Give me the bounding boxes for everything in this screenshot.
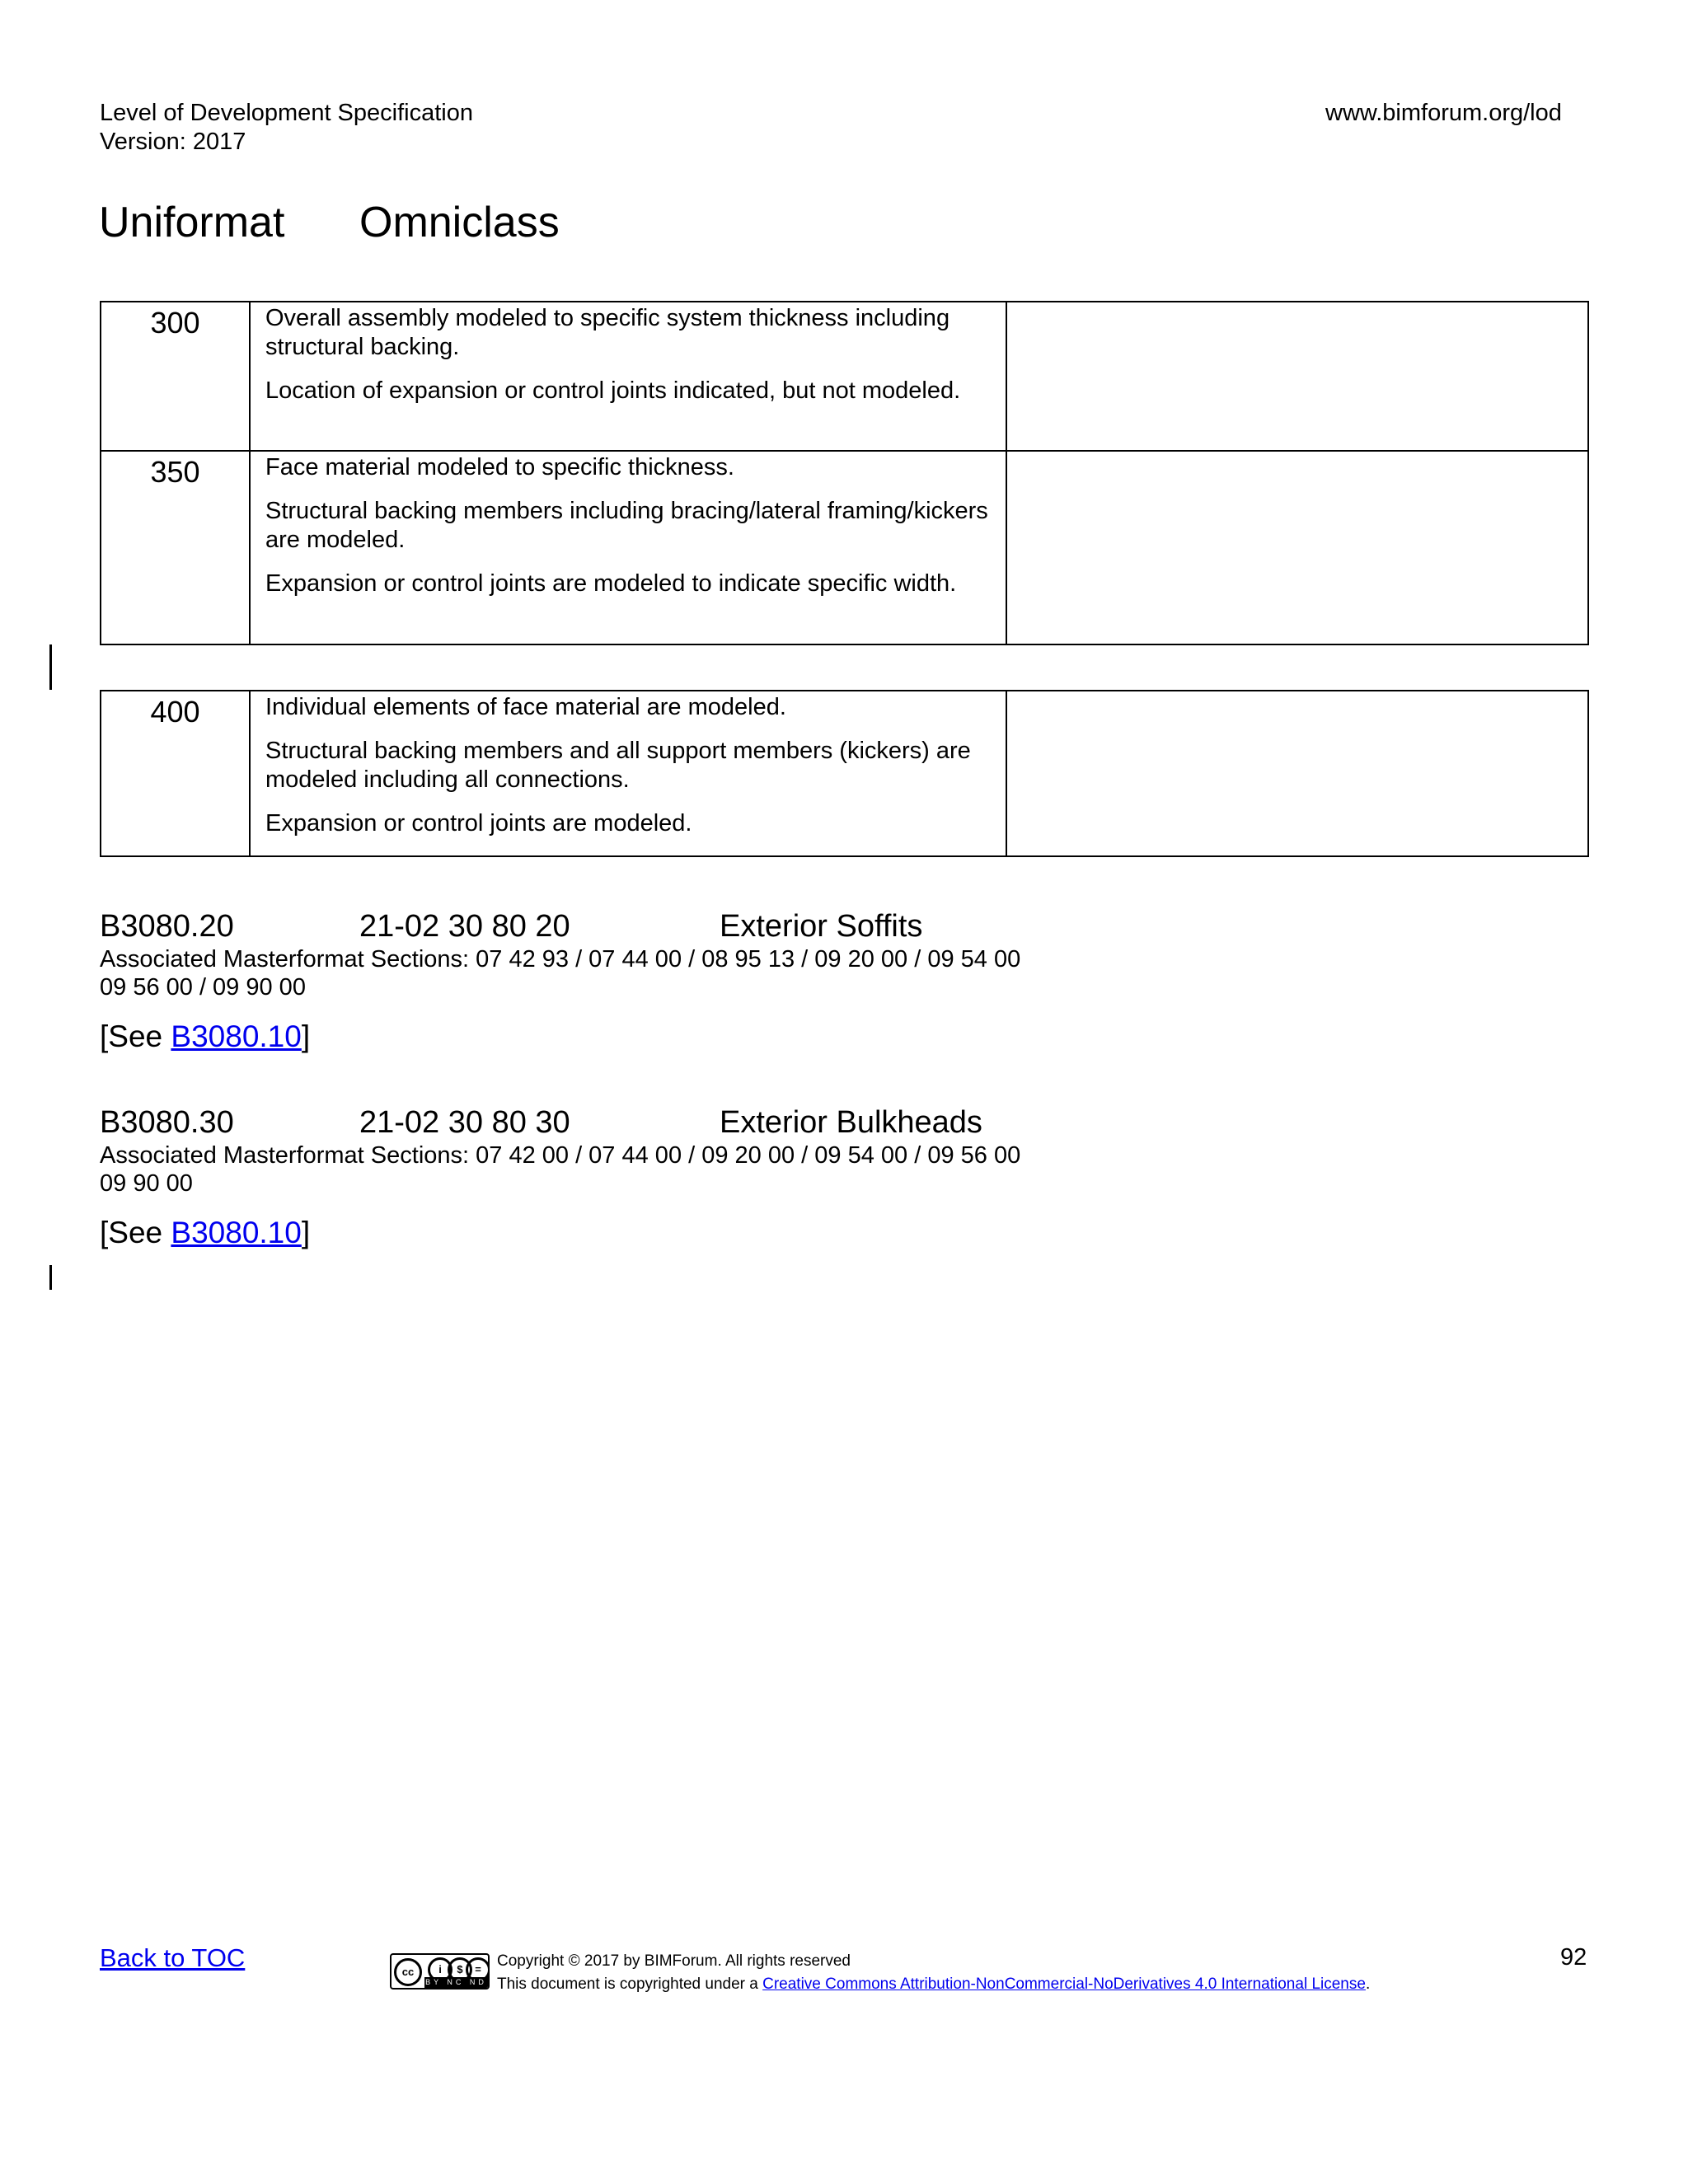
page-number: 92 xyxy=(1560,1944,1587,1971)
lod-table-1 xyxy=(100,301,1589,645)
section-omniclass-code: 21-02 30 80 30 xyxy=(359,1105,570,1140)
doc-title: Level of Development Specification xyxy=(100,100,473,126)
lod-level: 300 xyxy=(101,302,250,451)
lod-notes xyxy=(1006,302,1588,451)
description-paragraph: Structural backing members including bracing/lateral framing/kickers are modeled. xyxy=(265,498,988,553)
lod-level: 350 xyxy=(101,451,250,644)
section-omniclass-code: 21-02 30 80 20 xyxy=(359,909,570,944)
see-reference xyxy=(100,1215,310,1251)
lod-description xyxy=(250,302,1006,451)
description-paragraph: Expansion or control joints are modeled to indicate specific width. xyxy=(265,570,957,597)
table-row xyxy=(101,691,1588,856)
associated-masterformat-cont: 09 90 00 xyxy=(100,1170,193,1197)
revision-change-bar xyxy=(49,1265,52,1290)
table-row xyxy=(101,302,1588,451)
see-link-b3080-10[interactable]: B3080.10 xyxy=(171,1216,302,1249)
doc-version: Version: 2017 xyxy=(100,129,246,155)
section-uniformat-code: B3080.20 xyxy=(100,909,234,944)
see-suffix: ] xyxy=(301,1019,311,1053)
description-paragraph: Overall assembly modeled to specific system thickness including structural backing. xyxy=(265,305,950,360)
section-uniformat-code: B3080.30 xyxy=(100,1105,234,1140)
lod-description xyxy=(250,691,1006,856)
license-prefix: This document is copyrighted under a xyxy=(497,1975,763,1993)
lod-table-2 xyxy=(100,690,1589,857)
license-text xyxy=(497,1973,1370,1996)
heading-omniclass: Omniclass xyxy=(359,199,560,246)
section-title: Exterior Bulkheads xyxy=(720,1105,982,1140)
creative-commons-license-link[interactable]: Creative Commons Attribution-NonCommercial-NoDerivatives 4.0 International License xyxy=(762,1975,1366,1993)
section-title: Exterior Soffits xyxy=(720,909,923,944)
back-to-toc-link[interactable]: Back to TOC xyxy=(100,1943,246,1972)
by-icon: i xyxy=(428,1957,452,1982)
heading-uniformat: Uniformat xyxy=(99,199,285,246)
see-reference xyxy=(100,1019,310,1055)
table-row xyxy=(101,451,1588,644)
website-url: www.bimforum.org/lod xyxy=(1325,100,1562,126)
see-suffix: ] xyxy=(301,1216,311,1249)
nd-icon: = xyxy=(466,1957,490,1982)
lod-notes xyxy=(1006,691,1588,856)
see-link-b3080-10[interactable]: B3080.10 xyxy=(171,1019,302,1053)
description-paragraph: Expansion or control joints are modeled. xyxy=(265,810,692,837)
creative-commons-by-nc-nd-icon[interactable] xyxy=(390,1953,490,1990)
description-paragraph: Structural backing members and all support members (kickers) are modeled including all connections. xyxy=(265,738,971,793)
cc-badge-labels: BY NC ND xyxy=(425,1978,487,1986)
associated-masterformat: Associated Masterformat Sections: 07 42 93 / 07 44 00 / 08 95 13 / 09 20 00 / 09 54 00 xyxy=(100,946,1021,972)
lod-description xyxy=(250,451,1006,644)
lod-level: 400 xyxy=(101,691,250,856)
license-suffix: . xyxy=(1365,1975,1371,1993)
associated-masterformat-cont: 09 56 00 / 09 90 00 xyxy=(100,974,306,1001)
description-paragraph: Location of expansion or control joints indicated, but not modeled. xyxy=(265,377,961,404)
see-prefix: [See xyxy=(100,1019,171,1053)
associated-masterformat: Associated Masterformat Sections: 07 42 00 / 07 44 00 / 09 20 00 / 09 54 00 / 09 56 00 xyxy=(100,1142,1021,1169)
see-prefix: [See xyxy=(100,1216,171,1249)
nc-icon: $ xyxy=(448,1957,472,1982)
copyright-text: Copyright © 2017 by BIMForum. All rights reserved xyxy=(497,1952,851,1970)
revision-change-bar xyxy=(49,644,52,690)
lod-notes xyxy=(1006,451,1588,644)
description-paragraph: Individual elements of face material are modeled. xyxy=(265,694,786,720)
description-paragraph: Face material modeled to specific thickness. xyxy=(265,454,734,480)
cc-icon: cc xyxy=(394,1958,422,1986)
